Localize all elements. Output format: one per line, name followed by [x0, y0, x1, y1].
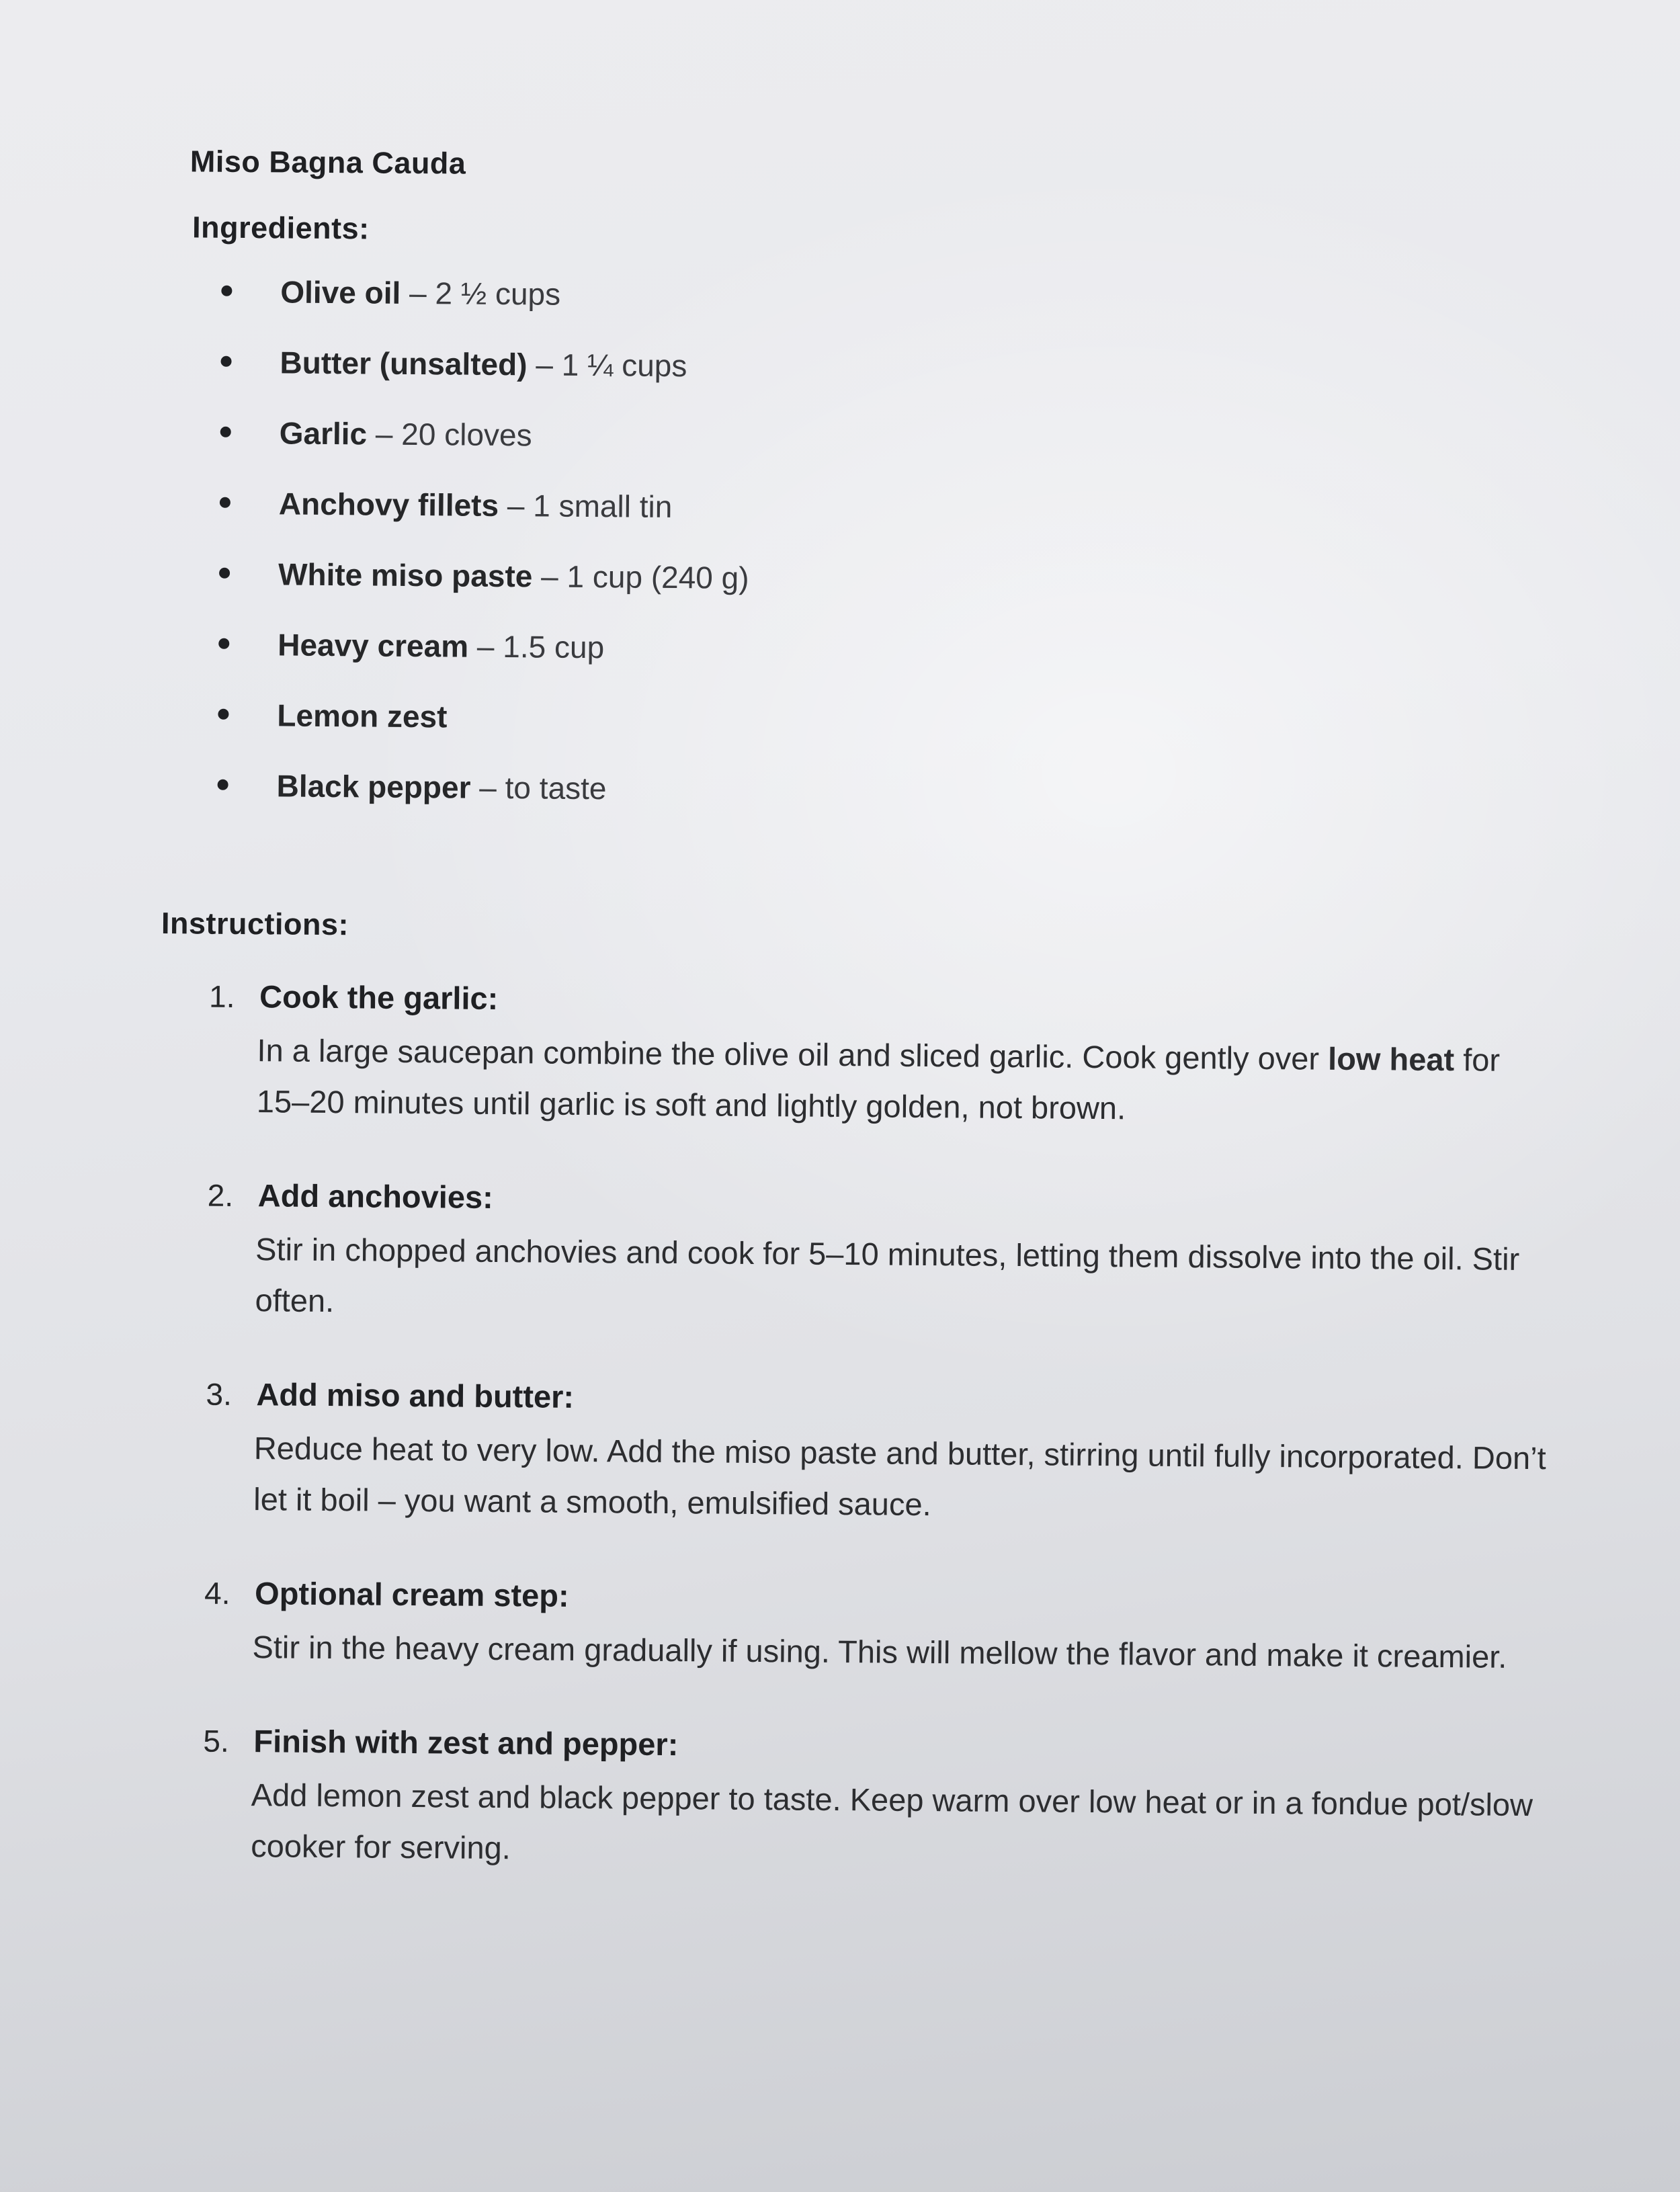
step-number: 3. [206, 1376, 233, 1412]
ingredient-text [278, 621, 604, 671]
bullet-icon [220, 497, 230, 508]
step-body: Add lemon zest and black pepper to taste. Keep warm over low heat or in a fondue pot/slow cooker for serving. [251, 1777, 1534, 1866]
ingredient-text [278, 550, 749, 601]
step-body [257, 1025, 1561, 1137]
step-body: Stir in chopped anchovies and cook for 5–10 minutes, letting them dissolve into the oil. Stir often. [255, 1231, 1520, 1319]
ingredient-text [280, 339, 687, 389]
step-number: 5. [203, 1723, 230, 1759]
bullet-icon [218, 709, 228, 720]
step-title-text: Finish with zest and pepper [253, 1723, 668, 1763]
step-title-colon: : [563, 1378, 575, 1415]
step-optional-cream [157, 1572, 1568, 1683]
step-title [259, 976, 1573, 1027]
ingredient-text [276, 762, 606, 812]
bullet-icon [220, 356, 231, 367]
ingredient-name: White miso paste [278, 556, 533, 594]
step-title-colon: : [667, 1726, 679, 1763]
bullet-icon [220, 427, 231, 437]
ingredient-amount: 2 ½ cups [435, 276, 561, 312]
ingredient-name: Butter (unsalted) [280, 345, 528, 382]
ingredient-amount: 20 cloves [401, 416, 532, 453]
ingredient-separator: – [527, 347, 562, 382]
ingredient-amount: 1.5 cup [503, 629, 605, 665]
ingredient-name: Garlic [279, 415, 368, 452]
ingredient-name: Lemon zest [277, 698, 448, 734]
ingredient-name: Heavy cream [278, 627, 469, 664]
ingredient-amount: to taste [505, 770, 607, 806]
step-body-text-end: for 15–20 minutes until garlic is soft and lightly golden, not brown. [256, 1042, 1501, 1126]
step-title-colon: : [482, 1179, 493, 1215]
ingredient-name: Anchovy fillets [278, 486, 499, 523]
bullet-icon [218, 638, 229, 649]
step-title-text: Add miso and butter [256, 1376, 564, 1415]
ingredients-heading: Ingredients: [192, 210, 370, 246]
bullet-icon [219, 568, 230, 579]
instructions-heading: Instructions: [161, 906, 349, 942]
step-add-miso-butter [158, 1374, 1570, 1535]
step-number: 2. [207, 1177, 234, 1213]
step-body: Reduce heat to very low. Add the miso paste and butter, stirring until fully incorporated. Don’t let it boil – you want a smooth, emulsified sauce. [253, 1430, 1546, 1523]
step-body-text: In a large saucepan combine the olive oil and sliced garlic. Cook gently over [257, 1032, 1329, 1077]
bullet-icon [218, 779, 228, 790]
ingredient-separator: – [470, 769, 505, 806]
step-cook-garlic [161, 976, 1574, 1137]
step-title-text: Cook the garlic [259, 978, 488, 1016]
ingredient-amount: 1 cup (240 g) [566, 558, 749, 595]
step-title [256, 1374, 1570, 1425]
recipe-title: Miso Bagna Cauda [190, 144, 466, 181]
ingredient-name: Black pepper [276, 768, 471, 805]
step-body: Stir in the heavy cream gradually if using. This will mellow the flavor and make it creamier. [252, 1629, 1507, 1675]
step-title-colon: : [558, 1577, 569, 1613]
ingredient-text [277, 691, 448, 740]
ingredient-garlic [206, 409, 1148, 487]
ingredient-text [279, 409, 532, 458]
ingredient-name: Olive oil [280, 274, 401, 310]
ingredient-separator: – [401, 275, 435, 311]
step-title [255, 1573, 1568, 1624]
ingredient-cream [205, 621, 1146, 699]
ingredient-amount: 1 small tin [533, 488, 673, 525]
ingredient-olive-oil [208, 268, 1149, 346]
ingredient-black-pepper [204, 762, 1145, 840]
step-add-anchovies [159, 1175, 1572, 1336]
ingredient-lemon-zest [204, 691, 1146, 769]
ingredient-anchovy [206, 480, 1147, 558]
instruction-steps [155, 976, 1573, 1930]
step-title-colon: : [487, 980, 499, 1016]
step-title-text: Optional cream step [254, 1575, 559, 1613]
ingredient-text [280, 268, 560, 317]
step-finish-zest-pepper [155, 1720, 1568, 1882]
step-number: 4. [204, 1575, 230, 1611]
bullet-icon [221, 286, 232, 296]
ingredient-list [204, 268, 1149, 840]
step-body-emphasis: low heat [1327, 1040, 1455, 1078]
step-title [253, 1721, 1567, 1771]
ingredient-separator: – [468, 628, 503, 665]
ingredient-separator: – [366, 416, 402, 452]
ingredient-miso [206, 550, 1147, 628]
step-number: 1. [208, 978, 235, 1014]
ingredient-butter [207, 339, 1148, 417]
ingredient-amount: 1 ¼ cups [561, 347, 687, 384]
step-title-text: Add anchovies [257, 1177, 483, 1215]
ingredient-separator: – [532, 558, 567, 594]
step-title [258, 1175, 1572, 1226]
ingredient-text [279, 480, 673, 530]
ingredient-separator: – [498, 487, 534, 523]
